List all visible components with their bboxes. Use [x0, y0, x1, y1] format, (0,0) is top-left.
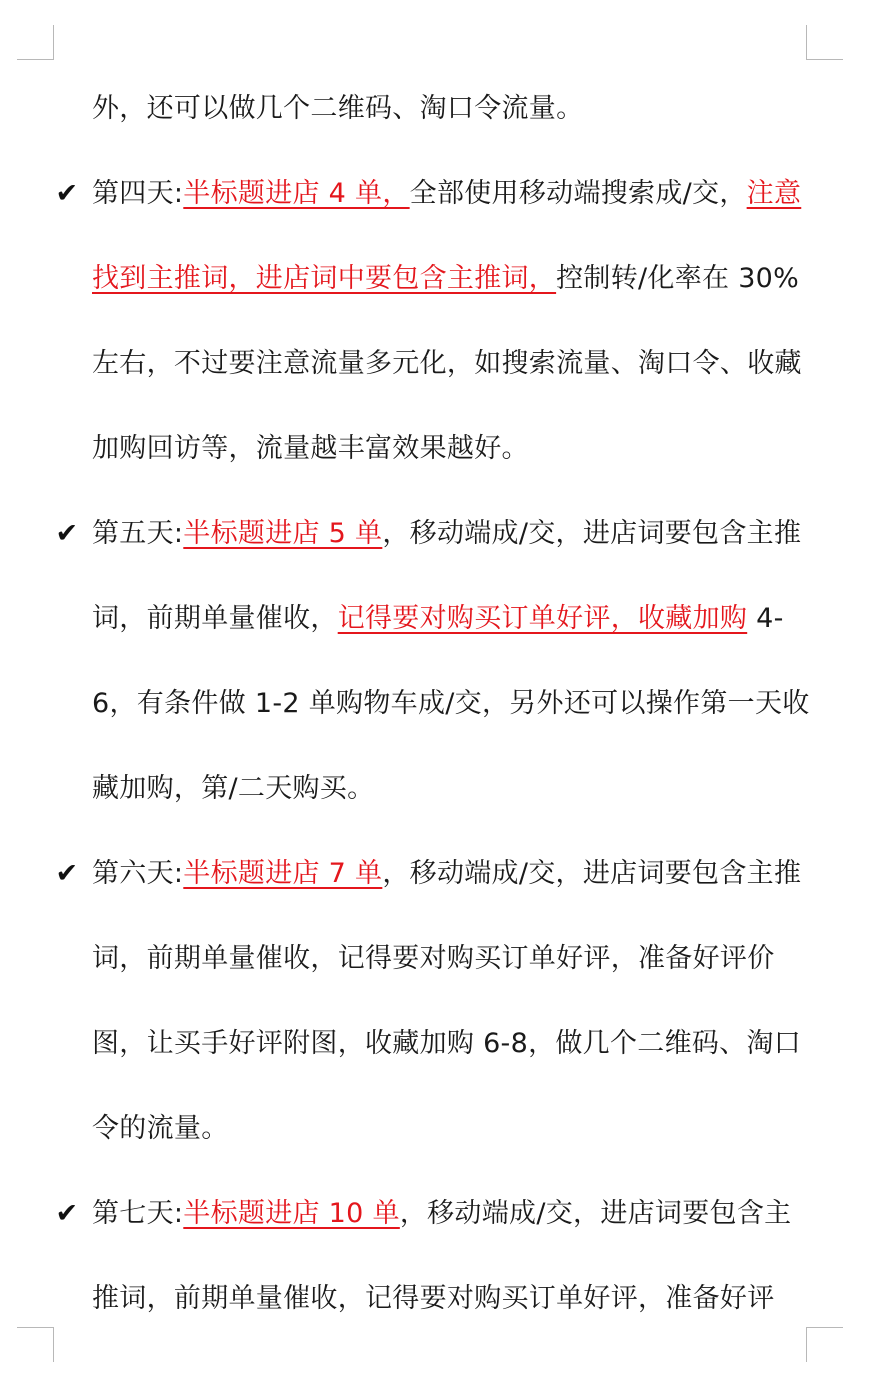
- highlight-text: 半标题进店 5 单: [183, 518, 383, 549]
- highlight-text: 记得要对购买订单好评，收藏加购: [337, 603, 748, 634]
- crop-mark-top-left: [17, 25, 54, 60]
- body-text: ，移动端成/交，进店词要包含主推词，前期单量催收，: [92, 518, 802, 634]
- body-text: 控制转/化率在 30%左右，不过要注意流量多元化，如搜索流量、淘口令、收藏加购回访等，流量越丰富效果越好。: [92, 263, 802, 464]
- day-label: 第四天:: [92, 178, 184, 209]
- day-label: 第六天:: [92, 858, 184, 889]
- crop-mark-top-right: [806, 25, 843, 60]
- paragraph-day-4: [55, 151, 812, 491]
- crop-mark-bottom-left: [17, 1327, 54, 1362]
- document-body: [55, 66, 812, 1341]
- body-text: 外，还可以做几个二维码、淘口令流量。: [92, 93, 584, 124]
- paragraph-day-5: [55, 491, 812, 831]
- body-text: 4-6，有条件做 1-2 单购物车成/交，另外还可以操作第一天收藏加购，第/二天购买。: [92, 603, 810, 804]
- body-text: 全部使用移动端搜索成/交，: [409, 178, 747, 209]
- checkmark-icon: ✔: [55, 858, 79, 889]
- highlight-text: 半标题进店 7 单: [183, 858, 383, 889]
- body-text: ，移动端成/交，进店词要包含主推词，前期单量催收，记得要对购买订单好评，准备好评价图，让买手好评附图，收藏加购 6-8，做几个二维码、淘口令的流量。: [92, 858, 802, 1144]
- highlight-text: 半标题进店 4 单，: [183, 178, 410, 209]
- day-label: 第七天:: [92, 1198, 184, 1229]
- paragraph-day-7: [55, 1171, 812, 1341]
- highlight-text: 注意找到主推词，进店词中要包含主推词，: [92, 178, 802, 294]
- checkmark-icon: ✔: [55, 1198, 79, 1229]
- checkmark-icon: ✔: [55, 518, 79, 549]
- paragraph-day-6: [55, 831, 812, 1171]
- highlight-text: 半标题进店 10 单: [183, 1198, 400, 1229]
- paragraph-continuation: [92, 66, 812, 151]
- day-label: 第五天:: [92, 518, 184, 549]
- checkmark-icon: ✔: [55, 178, 79, 209]
- body-text: ，移动端成/交，进店词要包含主推词，前期单量催收，记得要对购买订单好评，准备好评: [92, 1198, 792, 1314]
